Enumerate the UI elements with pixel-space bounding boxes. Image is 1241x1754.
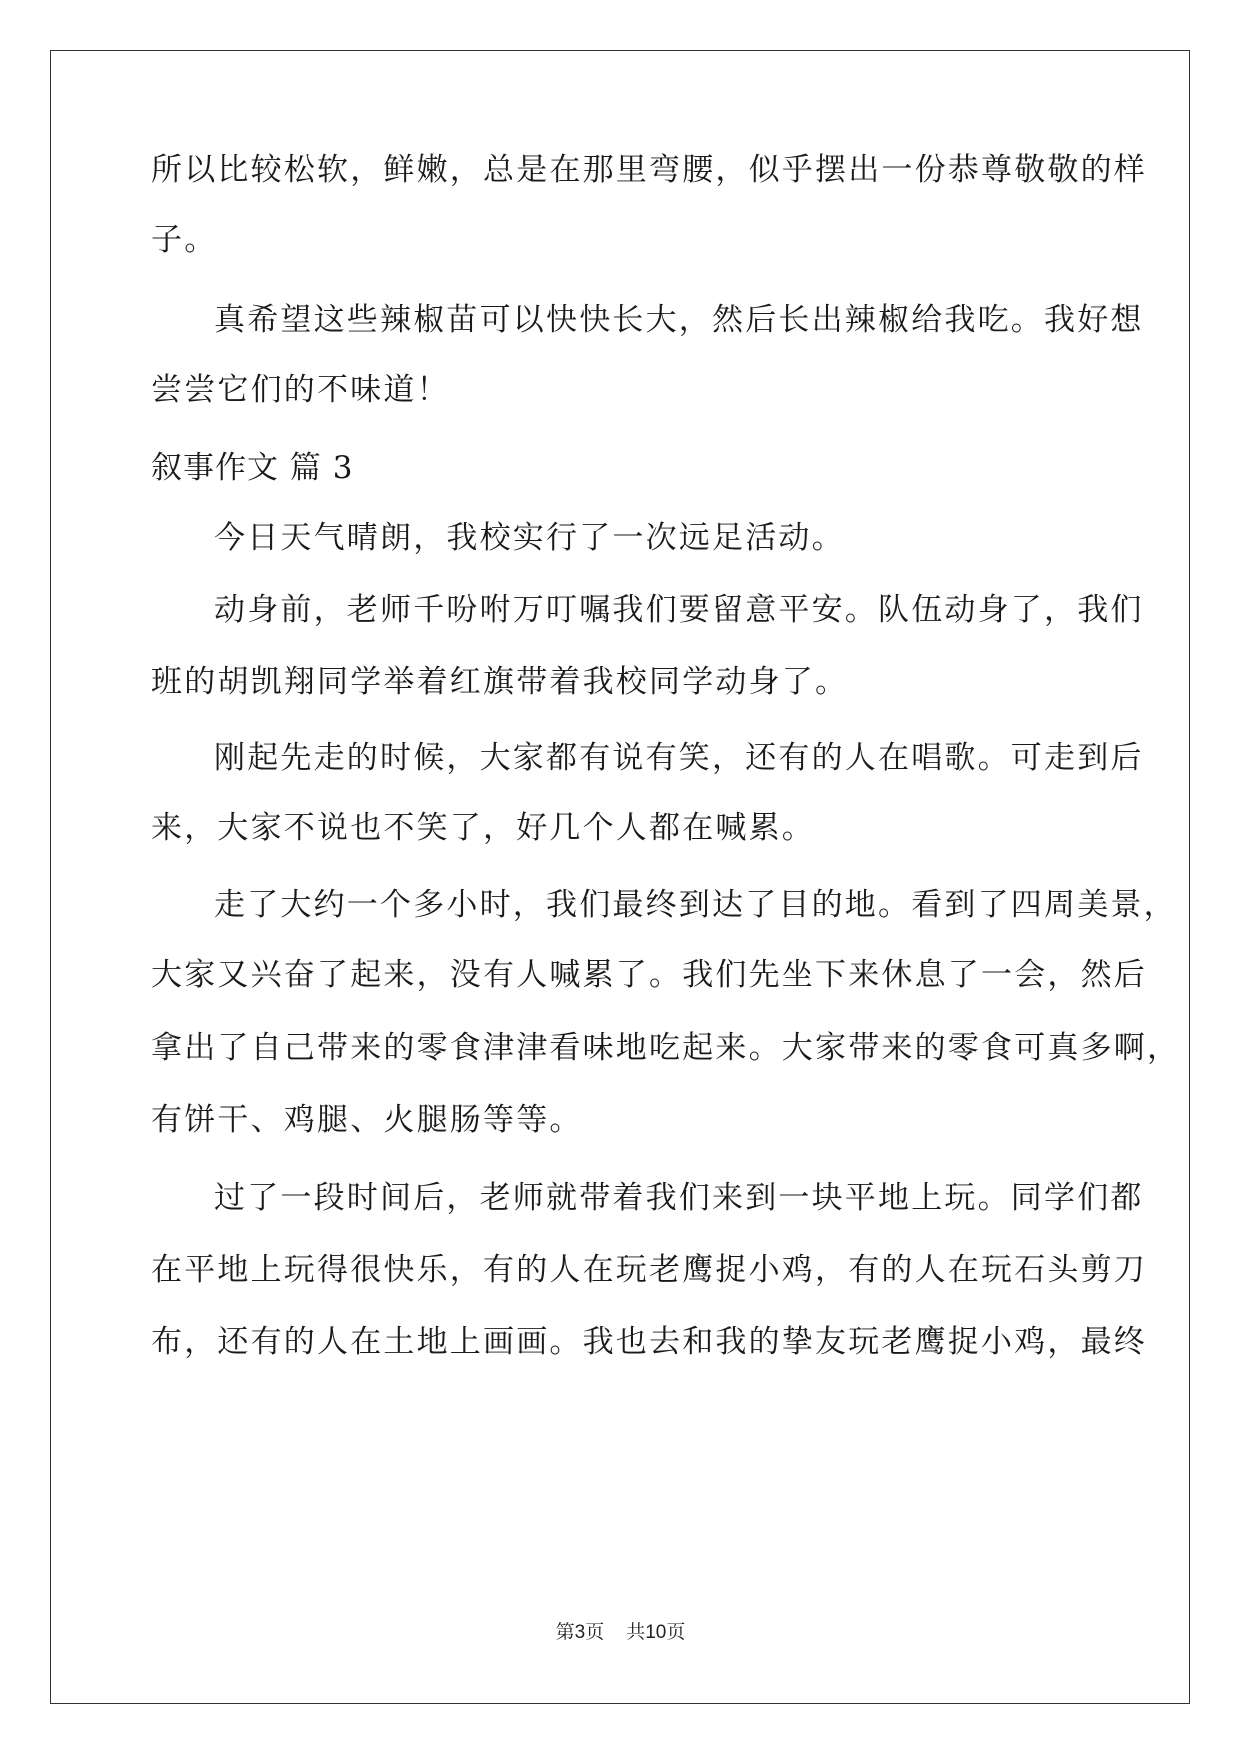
text-line-8: 班的胡凯翔同学举着红旗带着我校同学动身了。	[151, 664, 849, 700]
text-line-12: 大家又兴奋了起来，没有人喊累了。我们先坐下来休息了一会，然后	[151, 957, 1147, 993]
text-line-3: 真希望这些辣椒苗可以快快长大，然后长出辣椒给我吃。我好想	[214, 302, 1144, 338]
text-line-15: 过了一段时间后，老师就带着我们来到一块平地上玩。同学们都	[214, 1180, 1144, 1216]
text-line-9: 刚起先走的时候，大家都有说有笑，还有的人在唱歌。可走到后	[214, 740, 1144, 776]
text-line-1: 所以比较松软，鲜嫩，总是在那里弯腰，似乎摆出一份恭尊敬敬的样	[151, 152, 1147, 188]
text-line-2: 子。	[151, 222, 218, 258]
text-line-14: 有饼干、鸡腿、火腿肠等等。	[151, 1102, 583, 1138]
text-line-10: 来，大家不说也不笑了，好几个人都在喊累。	[151, 810, 815, 846]
text-line-4: 尝尝它们的不味道！	[151, 372, 450, 408]
text-line-13: 拿出了自己带来的零食津津看味地吃起来。大家带来的零食可真多啊，	[151, 1030, 1181, 1066]
footer-total-unit: 页	[666, 1621, 686, 1643]
footer-page-total: 10	[645, 1622, 667, 1643]
footer-page-unit: 页	[585, 1621, 605, 1643]
text-line-11: 走了大约一个多小时，我们最终到达了目的地。看到了四周美景，	[214, 887, 1177, 923]
text-line-16: 在平地上玩得很快乐，有的人在玩老鹰捉小鸡，有的人在玩石头剪刀	[151, 1252, 1147, 1288]
text-line-17: 布，还有的人在土地上画画。我也去和我的挚友玩老鹰捉小鸡，最终	[151, 1324, 1147, 1360]
footer-total-prefix: 共	[626, 1621, 646, 1643]
text-line-6: 今日天气晴朗，我校实行了一次远足活动。	[214, 520, 845, 556]
footer-page-current: 3	[574, 1622, 586, 1643]
text-line-7: 动身前，老师千吩咐万叮嘱我们要留意平安。队伍动身了，我们	[214, 592, 1144, 628]
section-heading: 叙事作文 篇 3	[151, 450, 354, 486]
footer-page-prefix: 第	[555, 1621, 575, 1643]
page-footer	[0, 1620, 1241, 1645]
page-border	[50, 50, 1190, 1704]
